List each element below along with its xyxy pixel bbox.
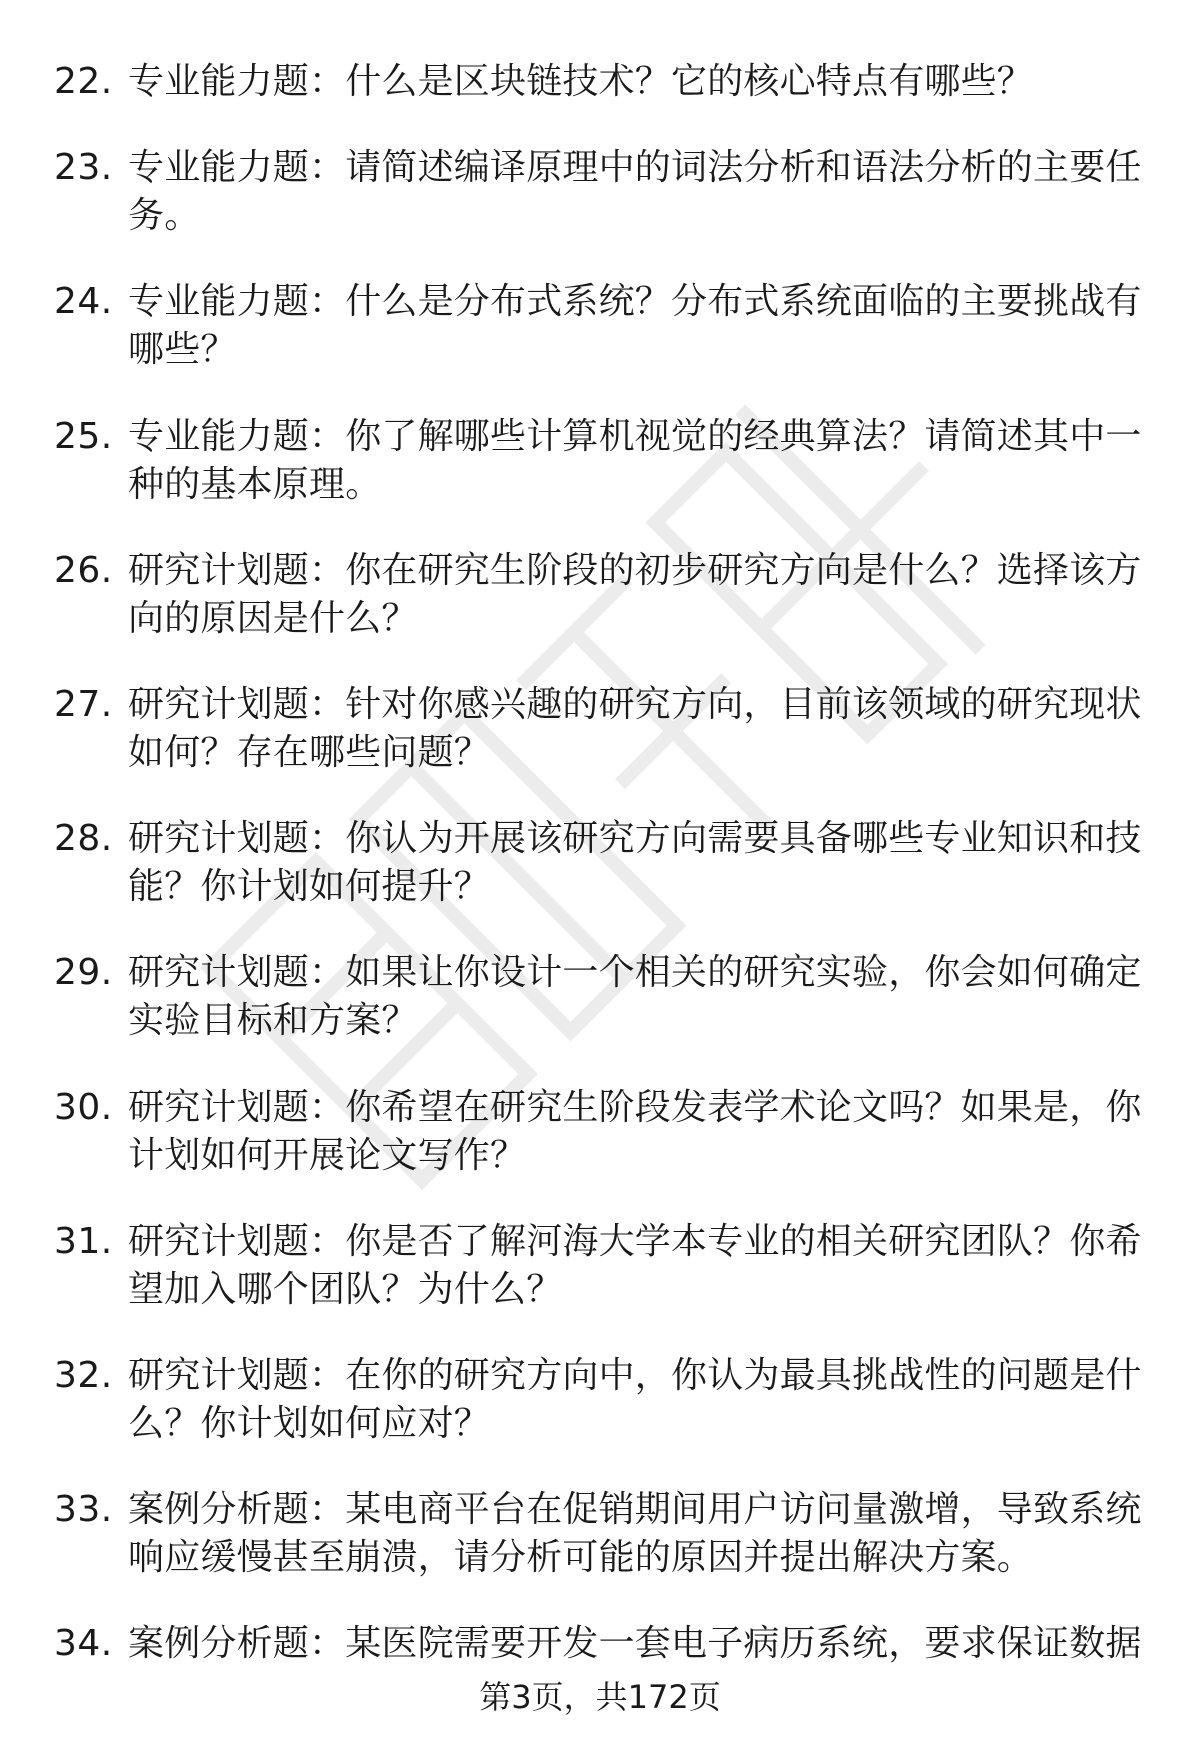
question-number: 33. — [54, 1489, 113, 1531]
question-number: 34. — [54, 1623, 113, 1665]
question-number: 31. — [54, 1220, 113, 1262]
list-item — [54, 278, 1144, 374]
question-text: 专业能力题：请简述编译原理中的词法分析和语法分析的主要任务。 — [128, 147, 1142, 237]
question-number: 32. — [54, 1354, 113, 1396]
question-number: 25. — [54, 415, 113, 457]
question-text: 专业能力题：你了解哪些计算机视觉的经典算法？请简述其中一种的基本原理。 — [128, 415, 1142, 505]
list-item — [54, 547, 1144, 643]
question-number: 23. — [54, 147, 113, 189]
list-item — [54, 1486, 1144, 1582]
question-text: 研究计划题：如果让你设计一个相关的研究实验，你会如何确定实验目标和方案？ — [128, 952, 1142, 1042]
question-number: 22. — [54, 61, 113, 102]
question-number: 26. — [54, 549, 113, 591]
list-item — [54, 681, 1144, 777]
list-item — [54, 949, 1144, 1045]
question-text: 研究计划题：针对你感兴趣的研究方向，目前该领域的研究现状如何？存在哪些问题？ — [128, 683, 1142, 773]
question-text: 研究计划题：你是否了解河海大学本专业的相关研究团队？你希望加入哪个团队？为什么？ — [128, 1220, 1142, 1310]
question-text: 专业能力题：什么是分布式系统？分布式系统面临的主要挑战有哪些？ — [128, 281, 1142, 371]
question-text: 研究计划题：你认为开展该研究方向需要具备哪些专业知识和技能？你计划如何提升？ — [128, 818, 1142, 908]
list-item — [54, 144, 1144, 240]
question-list — [54, 58, 1144, 1706]
question-text: 案例分析题：某医院需要开发一套电子病历系统，要求保证数据 — [128, 1623, 1142, 1665]
question-text: 专业能力题：什么是区块链技术？它的核心特点有哪些？ — [128, 61, 1034, 102]
list-item — [54, 1218, 1144, 1314]
list-item — [54, 58, 1144, 106]
list-item — [54, 1620, 1144, 1668]
list-item — [54, 815, 1144, 911]
question-number: 30. — [54, 1086, 113, 1128]
question-number: 27. — [54, 683, 113, 725]
question-number: 28. — [54, 818, 113, 860]
question-text: 研究计划题：在你的研究方向中，你认为最具挑战性的问题是什么？你计划如何应对？ — [128, 1354, 1142, 1444]
question-text: 案例分析题：某电商平台在促销期间用户访问量激增，导致系统响应缓慢甚至崩溃，请分析可能的原因并提出解决方案。 — [128, 1489, 1142, 1579]
question-number: 24. — [54, 281, 113, 323]
list-item — [54, 1084, 1144, 1180]
page-number-footer: 第3页，共172页 — [479, 1678, 721, 1716]
list-item — [54, 413, 1144, 509]
question-number: 29. — [54, 952, 113, 994]
list-item — [54, 1352, 1144, 1448]
question-text: 研究计划题：你在研究生阶段的初步研究方向是什么？选择该方向的原因是什么？ — [128, 549, 1142, 639]
question-text: 研究计划题：你希望在研究生阶段发表学术论文吗？如果是，你计划如何开展论文写作？ — [128, 1086, 1142, 1176]
